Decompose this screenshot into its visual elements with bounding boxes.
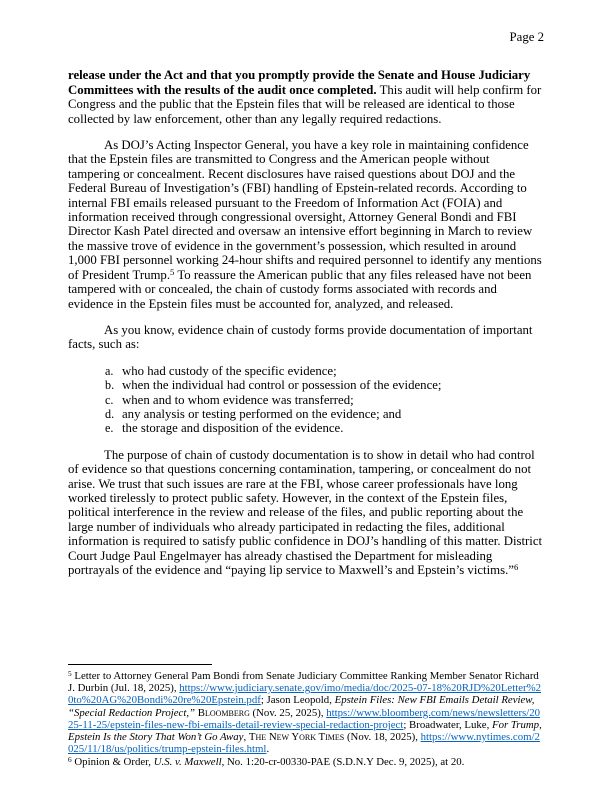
footnote-text: Letter to Attorney General Pam Bondi from Senate Judiciary Committee Ranking Member Senator Richard J. Durbin (Jul. 18, 2025), [68, 669, 539, 694]
footnote-ref-6: 6 [514, 562, 519, 573]
paragraph-2 [68, 138, 544, 311]
body-text: As you know, evidence chain of custody forms provide documentation of important facts, such as: [68, 322, 533, 352]
list-item [105, 421, 544, 435]
footnote-case-name: U.S. v. Maxwell [153, 755, 222, 768]
list-marker: e. [105, 421, 114, 436]
footnote-6 [68, 756, 544, 768]
body-text: As DOJ’s Acting Inspector General, you have a key role in maintaining confidence that the Epstein files are transmitted to Congress and the American people without tampering or concealment. Recent disclosures have raised questions about DOJ and the Federal Bureau of Investigation’s (FBI) handling of Epstein-related records. According to internal FBI emails released pursuant to the Freedom of Information Act (FOIA) and information received through congressional oversight, Attorney General Bondi and FBI Director Kash Patel directed and oversaw an intensive effort beginning in March to review the massive trove of evidence in the government’s possession, which resulted in around 1,000 FBI personnel working 24-hour shifts and required personnel to identify any mentions of President Trump. [68, 138, 542, 282]
bold-lead-text: release under the Act and that you promptly provide the Senate and House Judiciary Committees with the results of the audit once completed. [68, 68, 531, 97]
list-marker: a. [105, 363, 114, 378]
paragraph-3 [68, 323, 544, 352]
footnote-publication-name: Bloomberg [197, 706, 250, 719]
footnotes-section [68, 664, 544, 768]
footnote-link-senate-judiciary[interactable]: https://www.judiciary.senate.gov/imo/media/doc/2025-07-18%20RJD%20Letter%20to%20AG%20Bondi%20re%20Epstein.pdf [68, 681, 541, 707]
evidence-facts-list [68, 364, 544, 436]
list-item-text: the storage and disposition of the evidence. [122, 421, 344, 436]
list-item-text: who had custody of the specific evidence; [122, 363, 337, 378]
footnote-link-bloomberg[interactable]: https://www.bloomberg.com/news/newsletters/2025-11-25/epstein-files-new-fbi-emails-detail-review-special-redaction-project [68, 706, 541, 731]
footnote-text: (Nov. 18, 2025), [344, 731, 421, 744]
footnote-5 [68, 670, 544, 756]
footnote-marker: 5 [68, 668, 72, 678]
footnote-publication-name: The New York Times [248, 731, 345, 744]
footnote-text: . [266, 743, 270, 756]
body-text: This audit will help confirm for Congress and the public that the Epstein files that will be released are identical to those collected by law enforcement, other than any legally required redactions. [68, 82, 542, 126]
list-marker: d. [105, 406, 115, 421]
list-item [105, 407, 544, 421]
letter-body [68, 68, 544, 577]
list-item-text: when the individual had control or possession of the evidence; [122, 378, 442, 393]
footnote-text: Opinion & Order, [71, 755, 154, 768]
body-text: To reassure the American public that any files released have not been tampered with or concealed, the chain of custody forms associated with records and evidence in the Epstein files must be accounted for, analyzed, and released. [68, 267, 532, 311]
footnote-separator-rule [68, 664, 212, 665]
body-text: The purpose of chain of custody documentation is to show in detail who had control of evidence so that questions concerning contamination, tampering, or concealment do not arise. We trust that such issues are rare at the FBI, whose career professionals have long worked tirelessly to protect public safety. However, in the context of the Epstein files, political interference in the review and release of the files, and public reporting about the large number of individuals who already participated in redacting the files, additional information is required to satisfy public confidence in DOJ’s handling of this matter. District Court Judge Paul Engelmayer has already chastised the Department for misleading portrayals of the evidence and “paying lip service to Maxwell’s and Epstein’s victims.” [68, 447, 543, 577]
footnote-article-title: Epstein Files: New FBI Emails Detail Review, “Special Redaction Project,” [68, 694, 535, 719]
list-item [105, 393, 544, 407]
list-item-text: any analysis or testing performed on the evidence; and [122, 406, 402, 421]
footnote-ref-5: 5 [170, 267, 175, 278]
footnote-marker: 6 [68, 754, 72, 764]
paragraph-1 [68, 68, 544, 126]
footnote-text: ; Jason Leopold, [260, 694, 335, 707]
page-number: Page 2 [509, 30, 544, 44]
list-item-text: when and to whom evidence was transferred; [122, 392, 354, 407]
list-item [105, 378, 544, 392]
footnote-link-nytimes[interactable]: https://www.nytimes.com/2025/11/18/us/politics/trump-epstein-files.html [68, 731, 540, 756]
footnote-text: (Nov. 25, 2025), [249, 706, 327, 719]
list-marker: b. [105, 378, 115, 393]
footnote-text: , [243, 731, 249, 744]
list-marker: c. [105, 392, 114, 407]
footnote-article-title: For Trump, Epstein Is the Story That Won’t Go Away [68, 718, 542, 744]
footnote-text: , No. 1:20-cr-00330-PAE (S.D.N.Y Dec. 9, 2025), at 20. [221, 755, 465, 768]
list-item [105, 364, 544, 378]
paragraph-4 [68, 448, 544, 578]
footnote-text: ; Broadwater, Luke, [403, 718, 492, 731]
